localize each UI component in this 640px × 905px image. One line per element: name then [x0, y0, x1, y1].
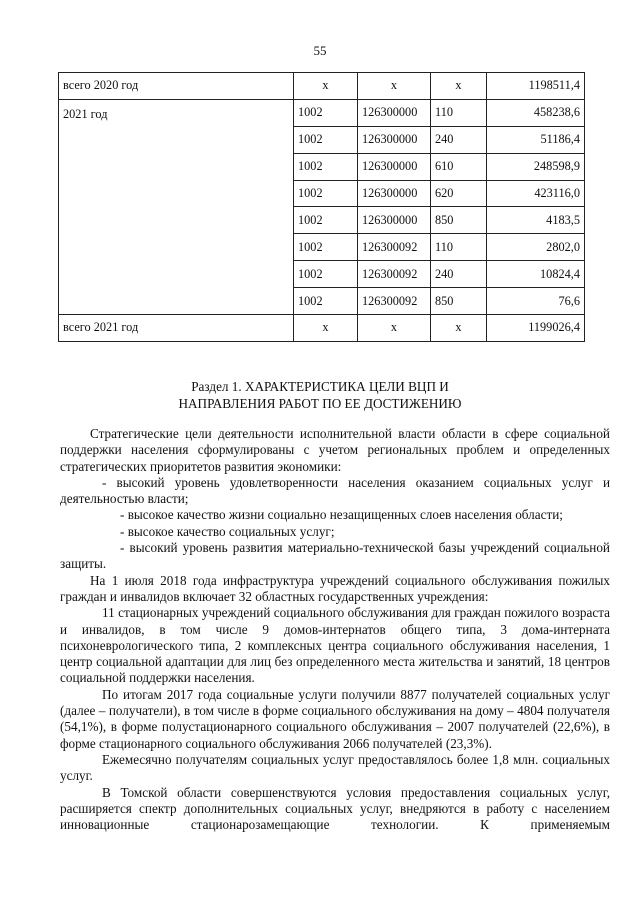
section-code: x	[294, 73, 358, 100]
target-article-code: 126300000	[358, 153, 431, 180]
row-label: всего 2020 год	[59, 73, 294, 100]
section-code: 1002	[294, 99, 358, 126]
target-article-code: 126300092	[358, 234, 431, 261]
section-code: 1002	[294, 234, 358, 261]
paragraph-tomsk: В Томской области совершенствуются условия предоставления социальных услуг, расширяется спектр дополнительных социальных услуг, внедряются в работу с населением инновационные стационарозамещающие технологии. К применяемым	[60, 784, 610, 833]
paragraph-results-2017: По итогам 2017 года социальные услуги получили 8877 получателей социальных услуг (далее – получатели), в том числе в форме социального обслуживания на дому – 4804 получателя (54,1%), в форме полустационарного социального обслуживания – 2007 получателей (22,6%), в форме стационарного социального обслуживания 2066 получателей (23,3%).	[60, 686, 610, 751]
row-label: 2021 год	[59, 99, 294, 314]
section-code: 1002	[294, 126, 358, 153]
amount: 1199026,4	[487, 315, 585, 342]
expense-type-code: 850	[431, 288, 487, 315]
paragraph-institutions: 11 стационарных учреждений социального обслуживания для граждан пожилого возраста и инвалидов, в том числе 9 домов-интернатов общего типа, 3 дома-интерната психоневрологического типа, 2 комплексных центра социального обслуживания населения, 1 центр социальной адаптации для лиц без определенного места жительства и занятий, 18 центров социальной поддержки населения.	[60, 605, 610, 686]
amount: 76,6	[487, 288, 585, 315]
amount: 248598,9	[487, 153, 585, 180]
expense-type-code: 240	[431, 261, 487, 288]
target-article-code: 126300000	[358, 126, 431, 153]
target-article-code: 126300000	[358, 207, 431, 234]
section-heading	[0, 378, 640, 412]
amount: 10824,4	[487, 261, 585, 288]
target-article-code: 126300092	[358, 288, 431, 315]
bullet-quality-of-life: - высокое качество жизни социально незащищенных слоев населения области;	[120, 507, 563, 523]
expense-type-code: 610	[431, 153, 487, 180]
expense-type-code: 850	[431, 207, 487, 234]
target-article-code: 126300000	[358, 99, 431, 126]
bullet-satisfaction: - высокий уровень удовлетворенности населения оказанием социальных услуг и деятельностью власти;	[60, 474, 610, 507]
amount: 4183,5	[487, 207, 585, 234]
table-row	[59, 73, 585, 100]
amount: 458238,6	[487, 99, 585, 126]
expense-type-code: 110	[431, 234, 487, 261]
amount: 423116,0	[487, 180, 585, 207]
expense-type-code: 240	[431, 126, 487, 153]
table-row	[59, 315, 585, 342]
table-row	[59, 99, 585, 126]
paragraph-goals: Стратегические цели деятельности исполнительной власти области в сфере социальной поддержки населения сформулированы с учетом региональных проблем и определенных стратегических приоритетов развития экономики:	[60, 426, 610, 474]
section-code: 1002	[294, 207, 358, 234]
body-text	[60, 426, 610, 833]
section-code: 1002	[294, 261, 358, 288]
expense-type-code: x	[431, 315, 487, 342]
target-article-code: x	[358, 315, 431, 342]
section-code: x	[294, 315, 358, 342]
amount: 1198511,4	[487, 73, 585, 100]
section-heading-line-2: НАПРАВЛЕНИЯ РАБОТ ПО ЕЕ ДОСТИЖЕНИЮ	[178, 396, 462, 411]
paragraph-infrastructure: На 1 июля 2018 года инфраструктура учреждений социального обслуживания пожилых граждан и инвалидов включает 32 областных государственных учреждения:	[60, 572, 610, 604]
bullet-service-quality: - высокое качество социальных услуг;	[120, 523, 335, 539]
amount: 2802,0	[487, 234, 585, 261]
target-article-code: 126300092	[358, 261, 431, 288]
budget-table	[58, 72, 585, 342]
section-heading-line-1: Раздел 1. ХАРАКТЕРИСТИКА ЦЕЛИ ВЦП И	[191, 379, 449, 394]
bullet-infrastructure: - высокий уровень развития материально-технической базы учреждений социальной защиты.	[60, 540, 610, 572]
target-article-code: x	[358, 73, 431, 100]
row-label: всего 2021 год	[59, 315, 294, 342]
expense-type-code: x	[431, 73, 487, 100]
section-code: 1002	[294, 153, 358, 180]
paragraph-monthly: Ежемесячно получателям социальных услуг предоставлялось более 1,8 млн. социальных услуг.	[60, 751, 610, 784]
section-code: 1002	[294, 180, 358, 207]
expense-type-code: 110	[431, 99, 487, 126]
target-article-code: 126300000	[358, 180, 431, 207]
section-code: 1002	[294, 288, 358, 315]
page-number: 55	[313, 43, 327, 58]
expense-type-code: 620	[431, 180, 487, 207]
amount: 51186,4	[487, 126, 585, 153]
